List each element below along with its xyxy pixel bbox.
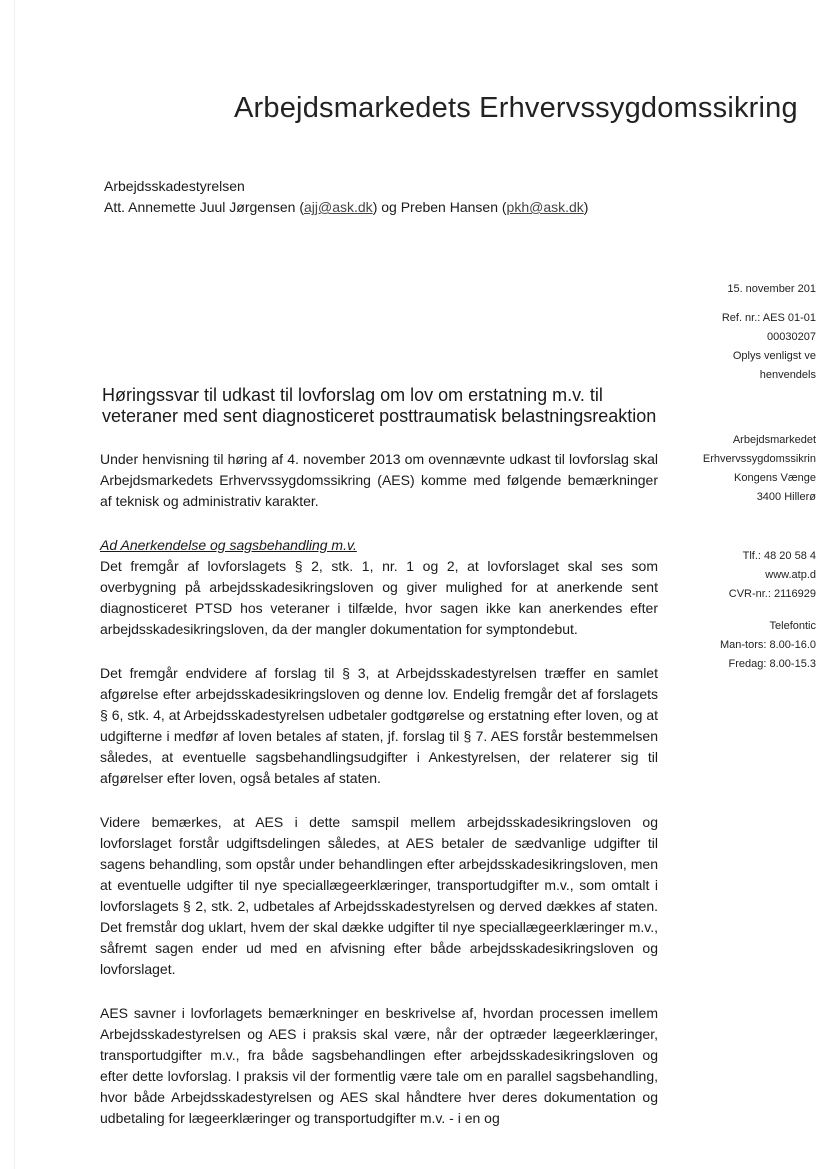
- recipient-attention: [104, 197, 588, 218]
- intro-paragraph: Under henvisning til høring af 4. november 2013 om ovennævnte udkast til lovforslag skal Arbejdsmarkedets Erhvervssygdomssikring (AES) komme med følgende bemærkninger af teknisk og administrativ karakter.: [100, 451, 658, 509]
- paragraph-1: Det fremgår af lovforslagets § 2, stk. 1, nr. 1 og 2, at lovforslaget skal ses som overbygning på arbejdsskadesikringsloven og giver mulighed for at anerkende sent diagnosticeret PTSD hos veteraner i tilfælde, hvor sagen ikke kan anerkendes efter arbejdsskadesikringsloven, da der mangler dokumentation for symptondebut.: [100, 558, 658, 637]
- reference-label: Ref. nr.: AES 01-01: [721, 312, 816, 324]
- paragraph-2: Det fremgår endvidere af forslag til § 3, at Arbejdsskadestyrelsen træffer en samlet afgørelse efter arbejdsskadesikringsloven og denne lov. Endelig fremgår det af forslagets § 6, stk. 4, at Arbejdsskadestyrelsen udbetaler godtgørelse og erstatning efter loven, og at udgifterne i medfør af loven betales af staten, jf. forslag til § 7. AES forstår bestemmelsen således, at eventuelle sagsbehandlingsudgifter i Ankestyrelsen, der relaterer sig til afgørelser efter loven, også betales af staten.: [100, 665, 658, 786]
- sidebar-info: [640, 280, 816, 674]
- hours-mon-thu: Man-tors: 8.00-16.0: [720, 639, 816, 651]
- att-middle: ) og Preben Hansen (: [372, 199, 507, 215]
- letter-title: Høringssvar til udkast til lovforslag om lov om erstatning m.v. til veteraner med sent diagnosticeret posttraumatisk belastningsreaktion: [102, 385, 657, 426]
- reference-number: 00030207: [767, 331, 816, 343]
- reference-note-2: henvendels: [759, 369, 816, 381]
- page-edge: [14, 0, 15, 1169]
- hours-friday: Fredag: 8.00-15.3: [728, 658, 816, 670]
- address-line-3: Kongens Vænge: [734, 472, 816, 484]
- address-line-2: Erhvervssygdomssikrin: [702, 453, 816, 465]
- address-line-1: Arbejdsmarkedet: [732, 434, 816, 446]
- recipient-block: [104, 176, 588, 218]
- phone-hours-label: Telefontic: [769, 620, 816, 632]
- email-link-ajj[interactable]: ajj@ask.dk: [304, 199, 373, 215]
- website: www.atp.d: [765, 569, 816, 581]
- recipient-name: Arbejdsskadestyrelsen: [104, 178, 245, 194]
- cvr-number: CVR-nr.: 2116929: [728, 588, 816, 600]
- reference-note-1: Oplys venligst ve: [732, 350, 816, 362]
- phone-number: Tlf.: 48 20 58 4: [742, 550, 816, 562]
- paragraph-4: AES savner i lovforlagets bemærkninger en beskrivelse af, hvordan processen imellem Arbejdsskadestyrelsen og AES i praksis skal være, når der optræder lægeerklæringer, transportudgifter m.v., fra både sagsbehandlingen efter arbejdsskadesikringsloven og efter dette lovforslag. I praksis vil der formentlig være tale om en parallel sagsbehandling, hvor både Arbejdsskadestyrelsen og AES skal håndtere hver deres dokumentation og udbetaling for lægeerklæringer og transportudgifter m.v. - i en og: [100, 1005, 658, 1126]
- organization-header: Arbejdsmarkedets Erhvervssygdomssikring: [234, 92, 798, 124]
- letter-date: 15. november 201: [727, 283, 816, 295]
- att-prefix: Att. Annemette Juul Jørgensen (: [104, 199, 304, 215]
- letter-body: [100, 385, 658, 1152]
- email-link-pkh[interactable]: pkh@ask.dk: [506, 199, 584, 215]
- paragraph-3: Videre bemærkes, at AES i dette samspil mellem arbejdsskadesikringsloven og lovforslaget forstår udgiftsdelingen således, at AES betaler de sædvanlige udgifter til sagens behandling, som opstår under behandlingen efter arbejdsskadesikringsloven, men at eventuelle udgifter til nye speciallægeerklæringer, transportudgifter m.v., som omtalt i lovforslagets § 2, stk. 2, udbetales af Arbejdsskadestyrelsen og derved dækkes af staten. Det fremstår dog uklart, hvem der skal dække udgifter til nye speciallægeerklæringer m.v., såfremt sagen ender ud med en afvisning efter både arbejdsskadesikringsloven og lovforslaget.: [100, 814, 658, 977]
- section-heading: Ad Anerkendelse og sagsbehandling m.v.: [100, 537, 357, 553]
- att-suffix: ): [583, 199, 589, 215]
- address-line-4: 3400 Hillerø: [756, 491, 816, 503]
